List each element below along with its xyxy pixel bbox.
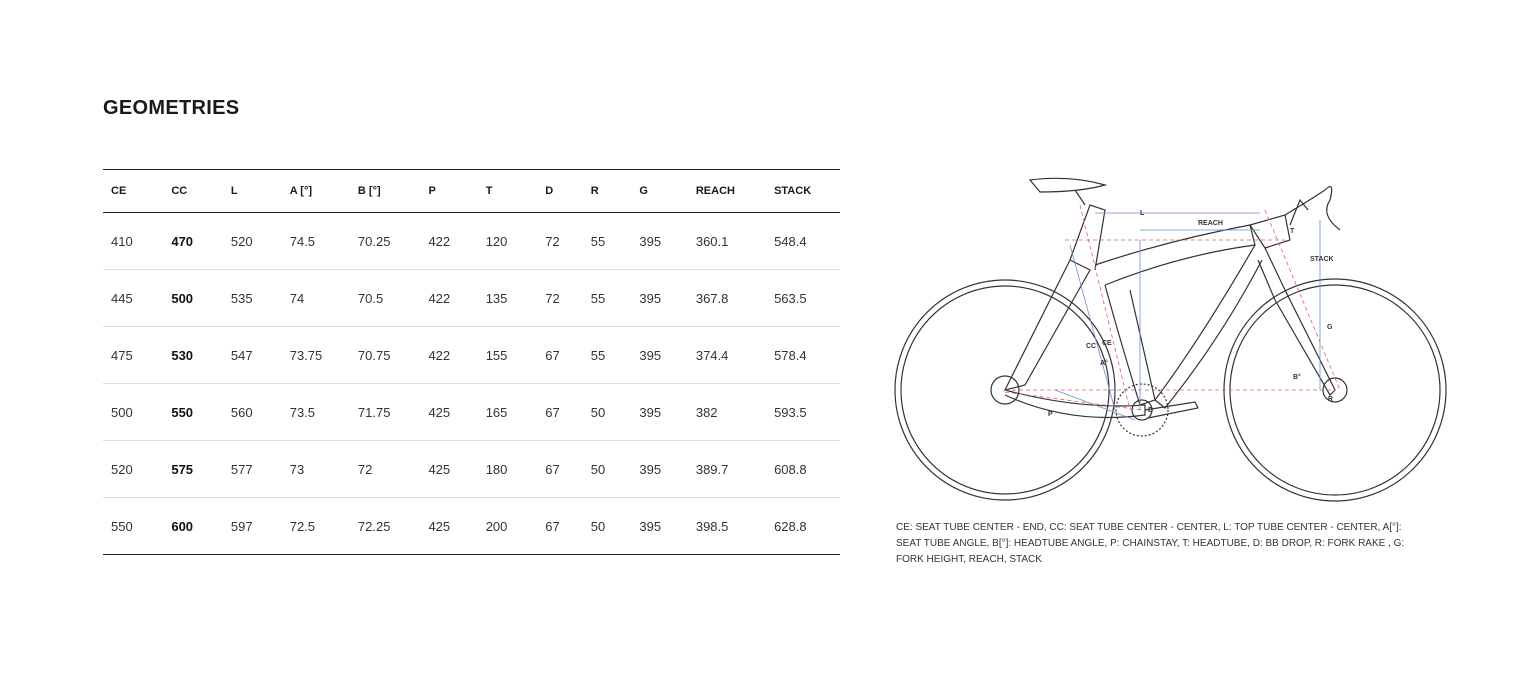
table-cell: 563.5 <box>766 270 840 327</box>
table-cell: 425 <box>428 518 451 534</box>
table-cell: 395 <box>631 384 687 441</box>
table-cell: 593.5 <box>766 384 840 441</box>
table-cell: 535 <box>223 270 282 327</box>
table-cell: 395 <box>631 327 687 384</box>
table-cell: 395 <box>631 441 687 498</box>
column-header: T <box>478 170 538 213</box>
table-cell: 50 <box>583 384 632 441</box>
table-cell: 67 <box>537 327 583 384</box>
table-cell: 67 <box>537 441 583 498</box>
column-header: D <box>537 170 583 213</box>
label-g: G <box>1327 324 1333 331</box>
column-header: CC <box>163 170 223 213</box>
table-cell: 67 <box>537 384 583 441</box>
table-row <box>103 213 840 270</box>
table-row <box>103 441 840 498</box>
table-cell: 500 <box>163 270 223 327</box>
table-cell: 73.5 <box>282 384 350 441</box>
table-cell: 395 <box>631 213 687 270</box>
table-row <box>103 270 840 327</box>
table-cell: 398.5 <box>695 518 729 534</box>
table-cell: 70.75 <box>350 327 421 384</box>
table-cell: 550 <box>111 518 133 534</box>
table-cell: 520 <box>103 441 163 498</box>
table-cell: 410 <box>103 213 163 270</box>
table-cell: 165 <box>478 384 538 441</box>
column-header: B [°] <box>350 170 421 213</box>
label-r: R <box>1328 396 1334 403</box>
table-cell: 422 <box>420 213 477 270</box>
bike-geometry-diagram <box>890 170 1460 510</box>
table-cell: 548.4 <box>766 213 840 270</box>
table-cell: 200 <box>485 518 508 534</box>
table-cell: 628.8 <box>774 518 807 534</box>
label-a: A° <box>1100 360 1108 367</box>
table-cell: 72.5 <box>289 518 316 534</box>
table-cell: 422 <box>420 270 477 327</box>
table-cell: 600 <box>171 518 194 534</box>
page-title: GEOMETRIES <box>103 97 240 119</box>
label-cc: CC <box>1086 343 1097 350</box>
label-t: T <box>1290 228 1295 235</box>
table-cell: 72 <box>537 270 583 327</box>
table-cell: 382 <box>688 384 766 441</box>
table-row <box>103 327 840 384</box>
table-cell: 50 <box>590 518 606 534</box>
table-cell: 71.75 <box>350 384 421 441</box>
table-header-row <box>103 170 840 213</box>
label-stack: STACK <box>1310 256 1334 263</box>
table-cell: 72 <box>350 441 421 498</box>
table-cell: 74.5 <box>282 213 350 270</box>
table-cell: 560 <box>223 384 282 441</box>
table-cell: 470 <box>163 213 223 270</box>
table-cell: 389.7 <box>688 441 766 498</box>
handlebar <box>1285 187 1340 230</box>
label-b: B° <box>1293 374 1301 381</box>
table-cell: 520 <box>223 213 282 270</box>
table-cell: 70.5 <box>350 270 421 327</box>
label-reach: REACH <box>1198 220 1223 227</box>
column-header: CE <box>103 170 163 213</box>
table-cell: 550 <box>163 384 223 441</box>
column-header: A [°] <box>282 170 350 213</box>
column-header: R <box>583 170 632 213</box>
table-row <box>103 384 840 441</box>
table-cell: 608.8 <box>766 441 840 498</box>
table-cell: 55 <box>583 270 632 327</box>
table-cell: 70.25 <box>350 213 421 270</box>
table-row <box>103 498 840 555</box>
measure-lines <box>1055 213 1320 420</box>
table-cell: 55 <box>583 327 632 384</box>
table-cell: 74 <box>282 270 350 327</box>
table-cell: 367.8 <box>688 270 766 327</box>
table-cell: 72.25 <box>357 518 391 534</box>
table-cell: 73.75 <box>282 327 350 384</box>
table-cell: 374.4 <box>688 327 766 384</box>
table-cell: 155 <box>478 327 538 384</box>
saddle <box>1030 178 1105 205</box>
table-cell: 578.4 <box>766 327 840 384</box>
column-header: STACK <box>766 170 840 213</box>
table-cell: 67 <box>545 518 560 534</box>
table-cell: 395 <box>631 270 687 327</box>
table-cell: 475 <box>103 327 163 384</box>
column-header: G <box>631 170 687 213</box>
label-l: L <box>1140 210 1145 217</box>
column-header: P <box>420 170 477 213</box>
table-cell: 360.1 <box>688 213 766 270</box>
table-cell: 50 <box>583 441 632 498</box>
label-p: P <box>1048 411 1053 418</box>
column-header: L <box>223 170 282 213</box>
table-cell: 422 <box>420 327 477 384</box>
table-cell: 73 <box>282 441 350 498</box>
table-cell: 55 <box>583 213 632 270</box>
table-cell: 547 <box>223 327 282 384</box>
table-cell: 445 <box>103 270 163 327</box>
table-cell: 120 <box>478 213 538 270</box>
table-cell: 577 <box>223 441 282 498</box>
table-cell: 530 <box>163 327 223 384</box>
table-cell: 425 <box>420 384 477 441</box>
table-cell: 597 <box>230 518 253 534</box>
geometry-table <box>103 169 840 555</box>
table-cell: 500 <box>103 384 163 441</box>
table-cell: 575 <box>163 441 223 498</box>
column-header: REACH <box>688 170 766 213</box>
abbreviation-legend: CE: SEAT TUBE CENTER - END, CC: SEAT TUBE CENTER - CENTER, L: TOP TUBE CENTER - CENTER, A[°]: SEAT TUBE ANGLE, B[°]: HEADTUBE ANGLE, P: CHAINSTAY, T: HEADTUBE, D: BB DROP, R: FORK RAKE , G: FORK HEIGHT, REACH, STACK <box>896 522 1405 565</box>
table-cell: 135 <box>478 270 538 327</box>
table-cell: 72 <box>537 213 583 270</box>
table-cell: 395 <box>639 518 662 534</box>
label-ce: CE <box>1102 340 1112 347</box>
label-d: D <box>1148 407 1154 414</box>
table-cell: 425 <box>420 441 477 498</box>
table-cell: 180 <box>478 441 538 498</box>
